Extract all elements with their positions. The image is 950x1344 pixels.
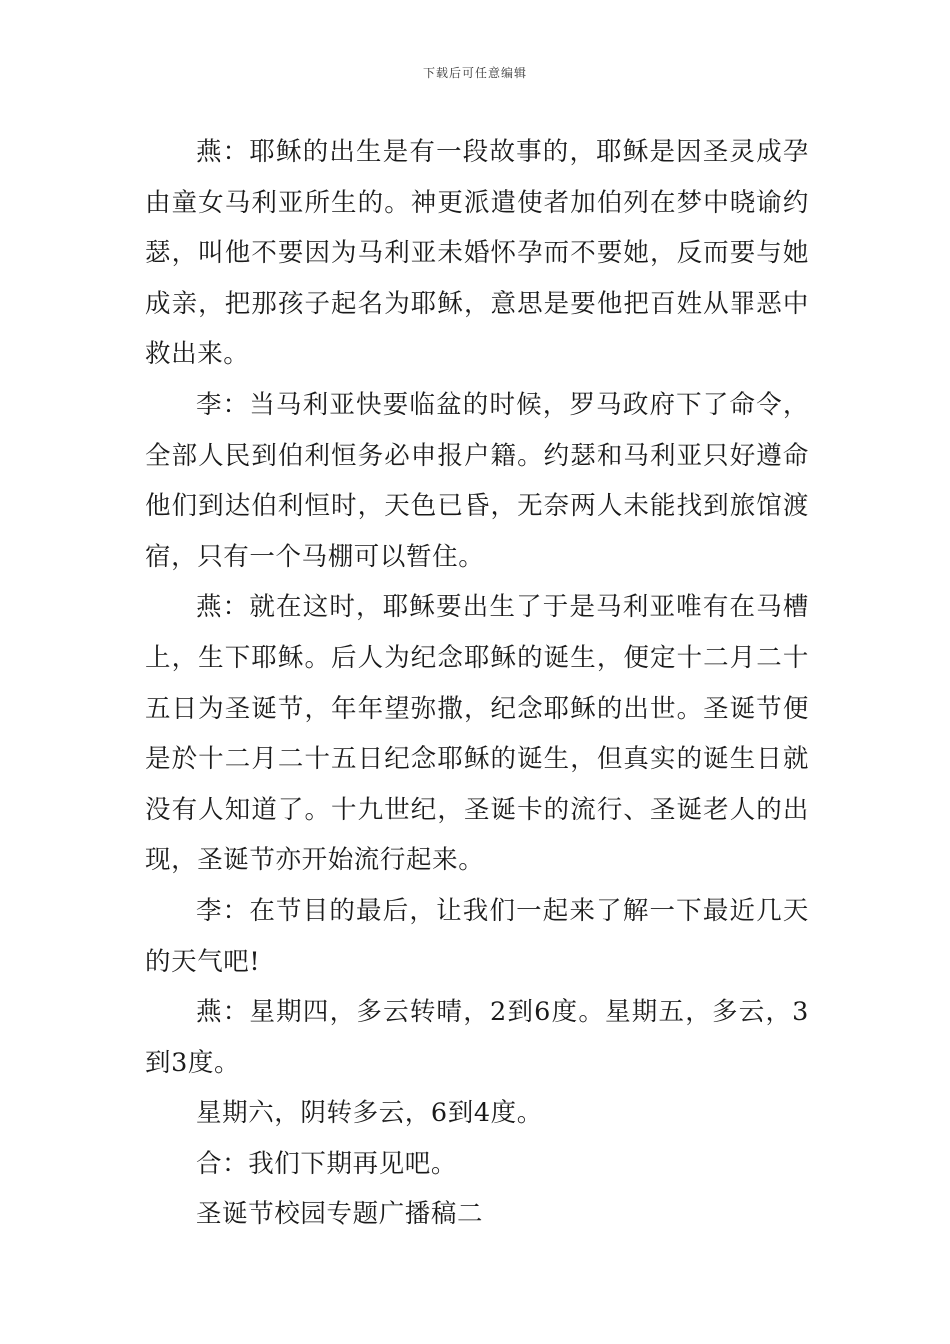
- paragraph-weather-intro: 李：在节目的最后，让我们一起来了解一下最近几天的天气吧!: [145, 895, 809, 977]
- paragraph-weather-thu-fri: 燕：星期四，多云转晴，2到6度。星期五，多云，3到3度。: [145, 997, 809, 1078]
- page-header: 下载后可任意编辑: [422, 66, 527, 80]
- paragraph-weather-sat: 星期六，阴转多云，6到4度。: [196, 1098, 543, 1129]
- section-title-broadcast-two: 圣诞节校园专题广播稿二: [196, 1199, 484, 1230]
- document-body: [145, 127, 809, 1240]
- paragraph-manger: 燕：就在这时，耶稣要出生了于是马利亚唯有在马槽上，生下耶稣。后人为纪念耶稣的诞生，便定十二月二十五日为圣诞节，年年望弥撒，纪念耶稣的出世。圣诞节便是於十二月二十五日纪念耶稣的诞生，但真实的诞生日就没有人知道了。十九世纪，圣诞卡的流行、圣诞老人的出现，圣诞节亦开始流行起来。: [145, 592, 809, 876]
- paragraph-census: 李：当马利亚快要临盆的时候，罗马政府下了命令，全部人民到伯利恒务必申报户籍。约瑟和马利亚只好遵命他们到达伯利恒时，天色已昏，无奈两人未能找到旅馆渡宿，只有一个马棚可以暂住。: [145, 389, 809, 572]
- paragraph-story-birth: 燕：耶稣的出生是有一段故事的，耶稣是因圣灵成孕由童女马利亚所生的。神更派遣使者加伯列在梦中晓谕约瑟，叫他不要因为马利亚未婚怀孕而不要她，反而要与她成亲，把那孩子起名为耶稣，意思是要他把百姓从罪恶中救出来。: [145, 137, 809, 370]
- paragraph-goodbye: 合：我们下期再见吧。: [196, 1148, 458, 1179]
